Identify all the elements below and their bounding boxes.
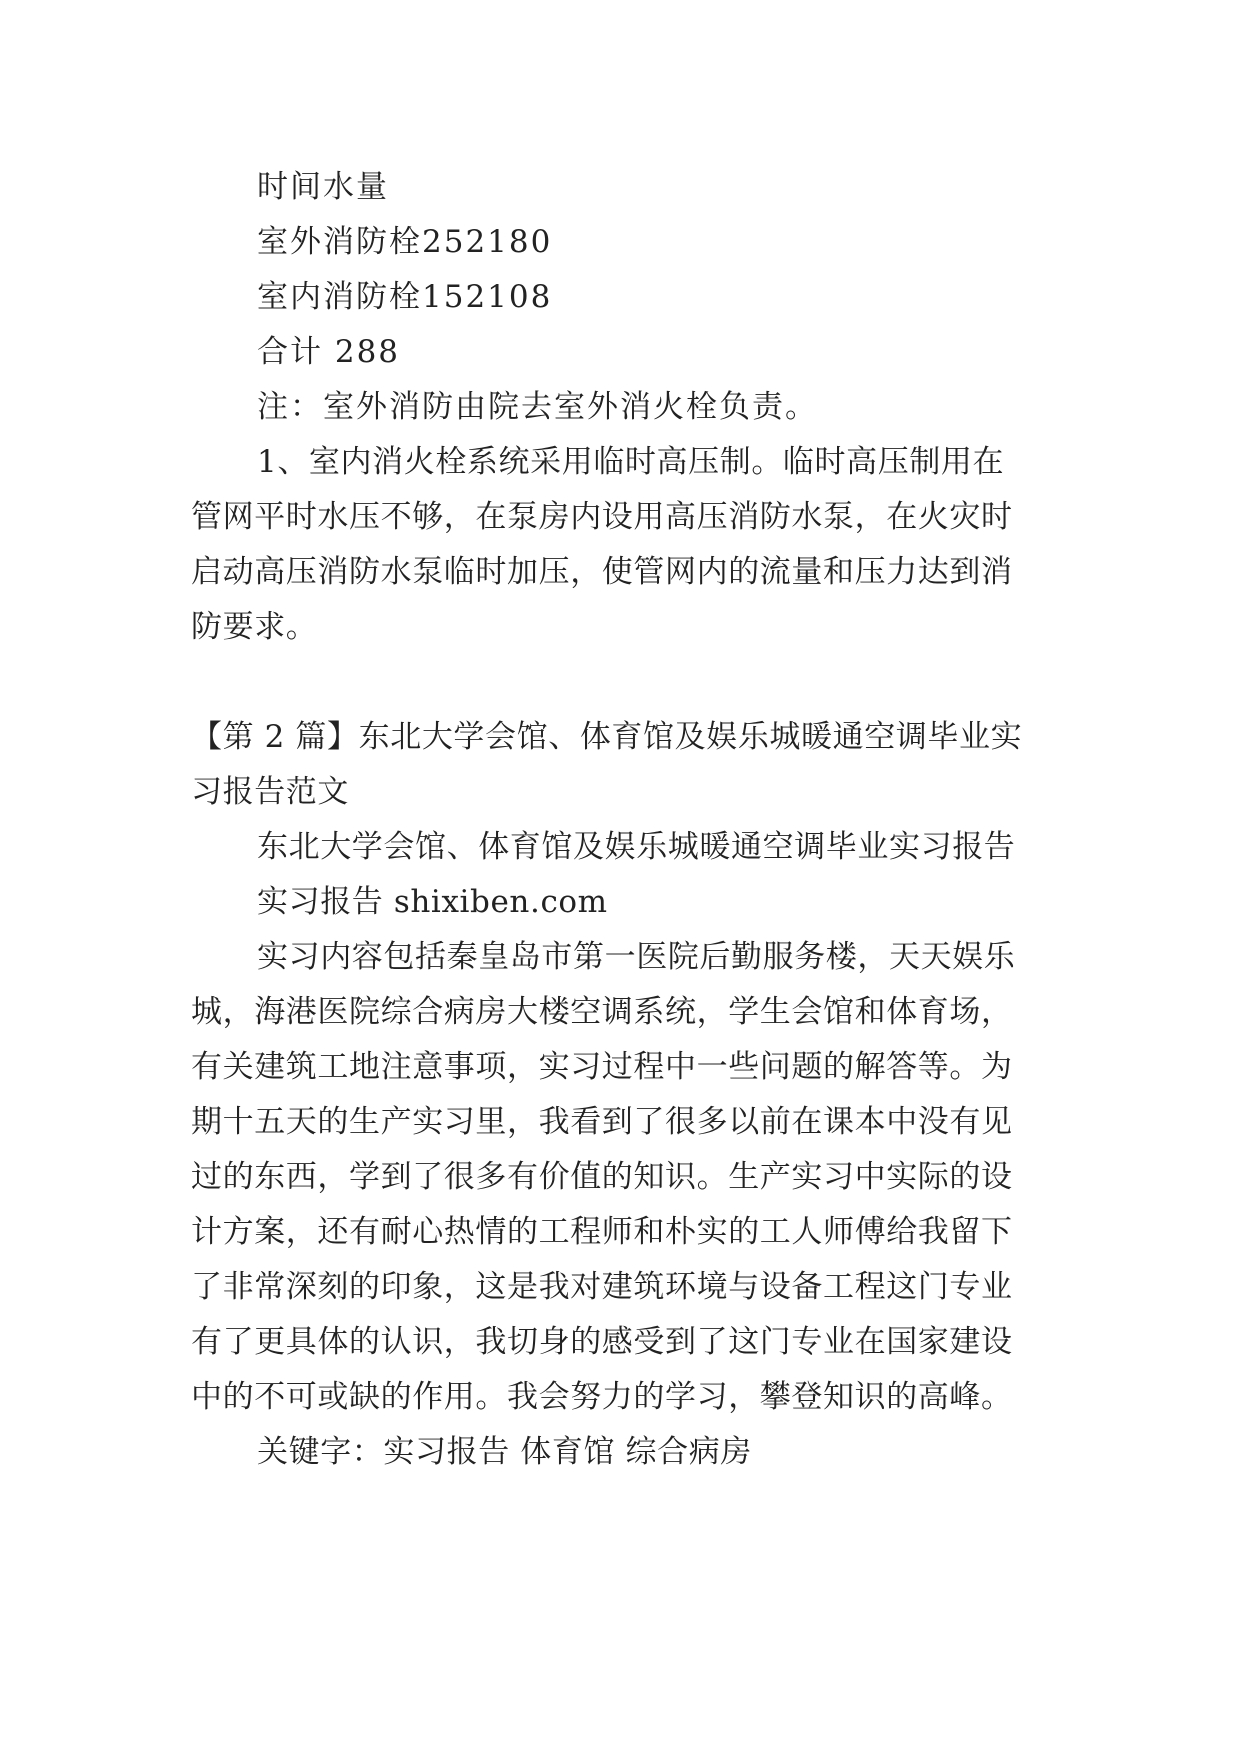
body-line-6: 计方案，还有耐心热情的工程师和朴实的工人师傅给我留下 xyxy=(191,1214,1013,1250)
body-line-7: 了非常深刻的印象，这是我对建筑环境与设备工程这门专业 xyxy=(191,1269,1013,1305)
section-heading-line-1: 【第 2 篇】东北大学会馆、体育馆及娱乐城暖通空调毕业实 xyxy=(191,719,1023,755)
keywords-line: 关键字：实习报告 体育馆 综合病房 xyxy=(257,1434,752,1470)
table-row-total: 合计 288 xyxy=(257,334,401,370)
report-source: 实习报告 shixiben.com xyxy=(257,884,608,920)
body-line-3: 有关建筑工地注意事项，实习过程中一些问题的解答等。为 xyxy=(191,1049,1013,1085)
item1-line-4: 防要求。 xyxy=(191,609,318,645)
item1-line-3: 启动高压消防水泵临时加压，使管网内的流量和压力达到消 xyxy=(191,554,1013,590)
note-line: 注：室外消防由院去室外消火栓负责。 xyxy=(257,389,818,425)
body-line-1: 实习内容包括秦皇岛市第一医院后勤服务楼，天天娱乐 xyxy=(257,939,1016,975)
body-line-9: 中的不可或缺的作用。我会努力的学习，攀登知识的高峰。 xyxy=(191,1379,1013,1415)
report-subtitle: 东北大学会馆、体育馆及娱乐城暖通空调毕业实习报告 xyxy=(257,829,1016,865)
body-line-8: 有了更具体的认识，我切身的感受到了这门专业在国家建设 xyxy=(191,1324,1013,1360)
table-row-indoor-hydrant: 室内消防栓152108 xyxy=(257,279,553,315)
section-heading-line-2: 习报告范文 xyxy=(191,774,349,810)
body-line-2: 城，海港医院综合病房大楼空调系统，学生会馆和体育场， xyxy=(191,994,1013,1030)
item1-line-2: 管网平时水压不够，在泵房内设用高压消防水泵，在火灾时 xyxy=(191,499,1013,535)
table-row-header: 时间水量 xyxy=(257,169,389,205)
body-line-4: 期十五天的生产实习里，我看到了很多以前在课本中没有见 xyxy=(191,1104,1013,1140)
body-line-5: 过的东西，学到了很多有价值的知识。生产实习中实际的设 xyxy=(191,1159,1013,1195)
table-row-outdoor-hydrant: 室外消防栓252180 xyxy=(257,224,553,260)
item1-line-1: 1、室内消火栓系统采用临时高压制。临时高压制用在 xyxy=(257,444,1005,480)
